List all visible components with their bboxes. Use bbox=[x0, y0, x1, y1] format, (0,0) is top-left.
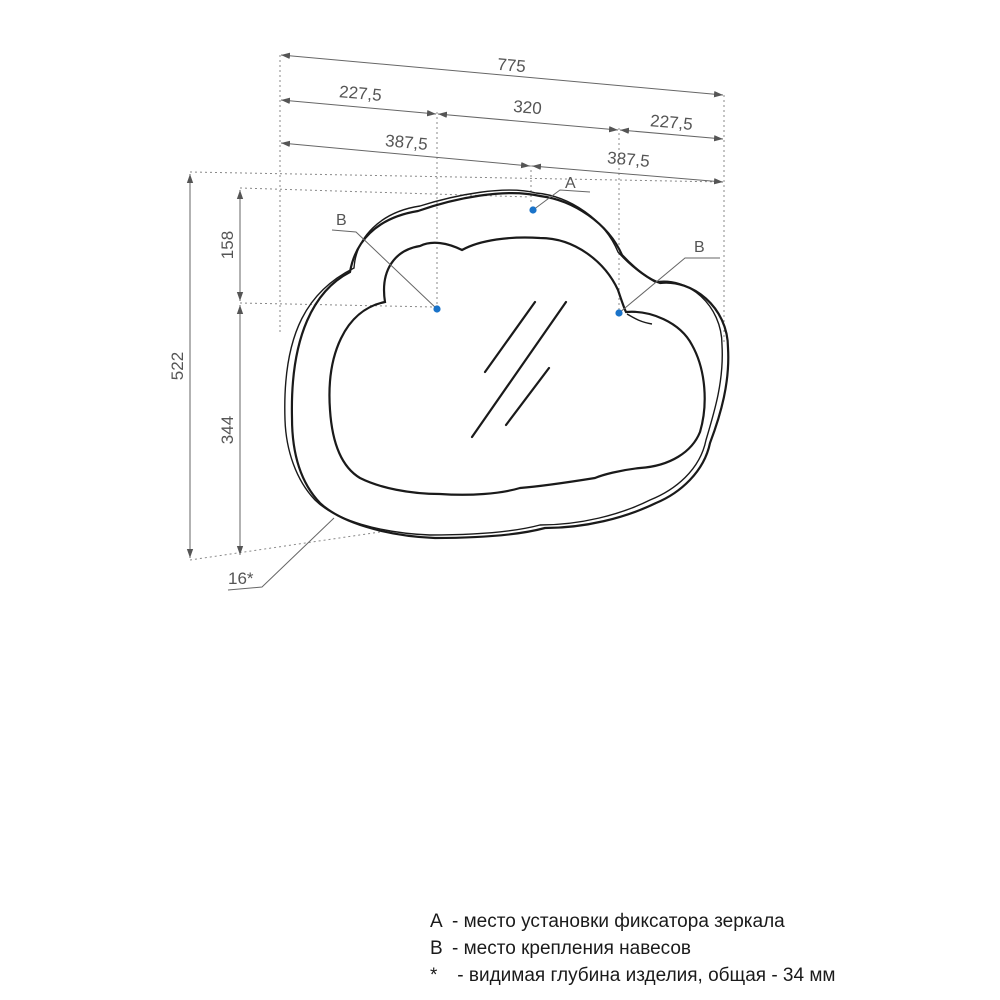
total-height-label: 522 bbox=[168, 351, 187, 381]
legend-key: B bbox=[430, 938, 443, 959]
mirror-back-edge bbox=[285, 190, 723, 535]
legend-row-a bbox=[430, 908, 990, 935]
half-right-label: 387,5 bbox=[606, 148, 651, 171]
hanger-point-b-left bbox=[433, 305, 440, 312]
center-span-label: 320 bbox=[512, 96, 543, 119]
dimension-labels bbox=[168, 55, 694, 588]
marker-b-left-label: B bbox=[336, 212, 347, 229]
glass-reflection-3 bbox=[506, 368, 549, 425]
legend-key: A bbox=[430, 911, 443, 932]
legend-row-b bbox=[430, 935, 990, 962]
top-height-label: 158 bbox=[218, 230, 237, 260]
cloud-mirror bbox=[285, 190, 728, 538]
mount-points bbox=[433, 206, 622, 316]
depth-label: 16* bbox=[228, 569, 254, 588]
hanger-point-b-right bbox=[615, 309, 622, 316]
right-offset-label: 227,5 bbox=[649, 111, 694, 134]
legend-text: - видимая глубина изделия, общая - 34 мм bbox=[452, 965, 836, 986]
fixator-point-a bbox=[529, 206, 536, 213]
legend bbox=[430, 908, 990, 989]
marker-leaders bbox=[228, 175, 720, 590]
half-left-label: 387,5 bbox=[384, 131, 429, 154]
legend-text: - место крепления навесов bbox=[452, 938, 692, 959]
legend-key: * bbox=[430, 965, 438, 986]
total-width-label: 775 bbox=[496, 54, 527, 77]
legend-row-asterisk bbox=[430, 962, 990, 989]
mirror-glass-outline bbox=[329, 238, 704, 495]
left-offset-label: 227,5 bbox=[338, 82, 383, 105]
legend-text: - место установки фиксатора зеркала bbox=[452, 911, 785, 932]
mirror-frame-outline bbox=[292, 193, 728, 538]
bottom-height-label: 344 bbox=[218, 415, 237, 445]
extension-lines bbox=[190, 55, 724, 560]
marker-b-right-label: B bbox=[694, 239, 705, 256]
glass-reflection-1 bbox=[485, 302, 535, 372]
mirror-glass-inner-highlight bbox=[627, 314, 652, 324]
marker-a-label: A bbox=[565, 175, 576, 192]
